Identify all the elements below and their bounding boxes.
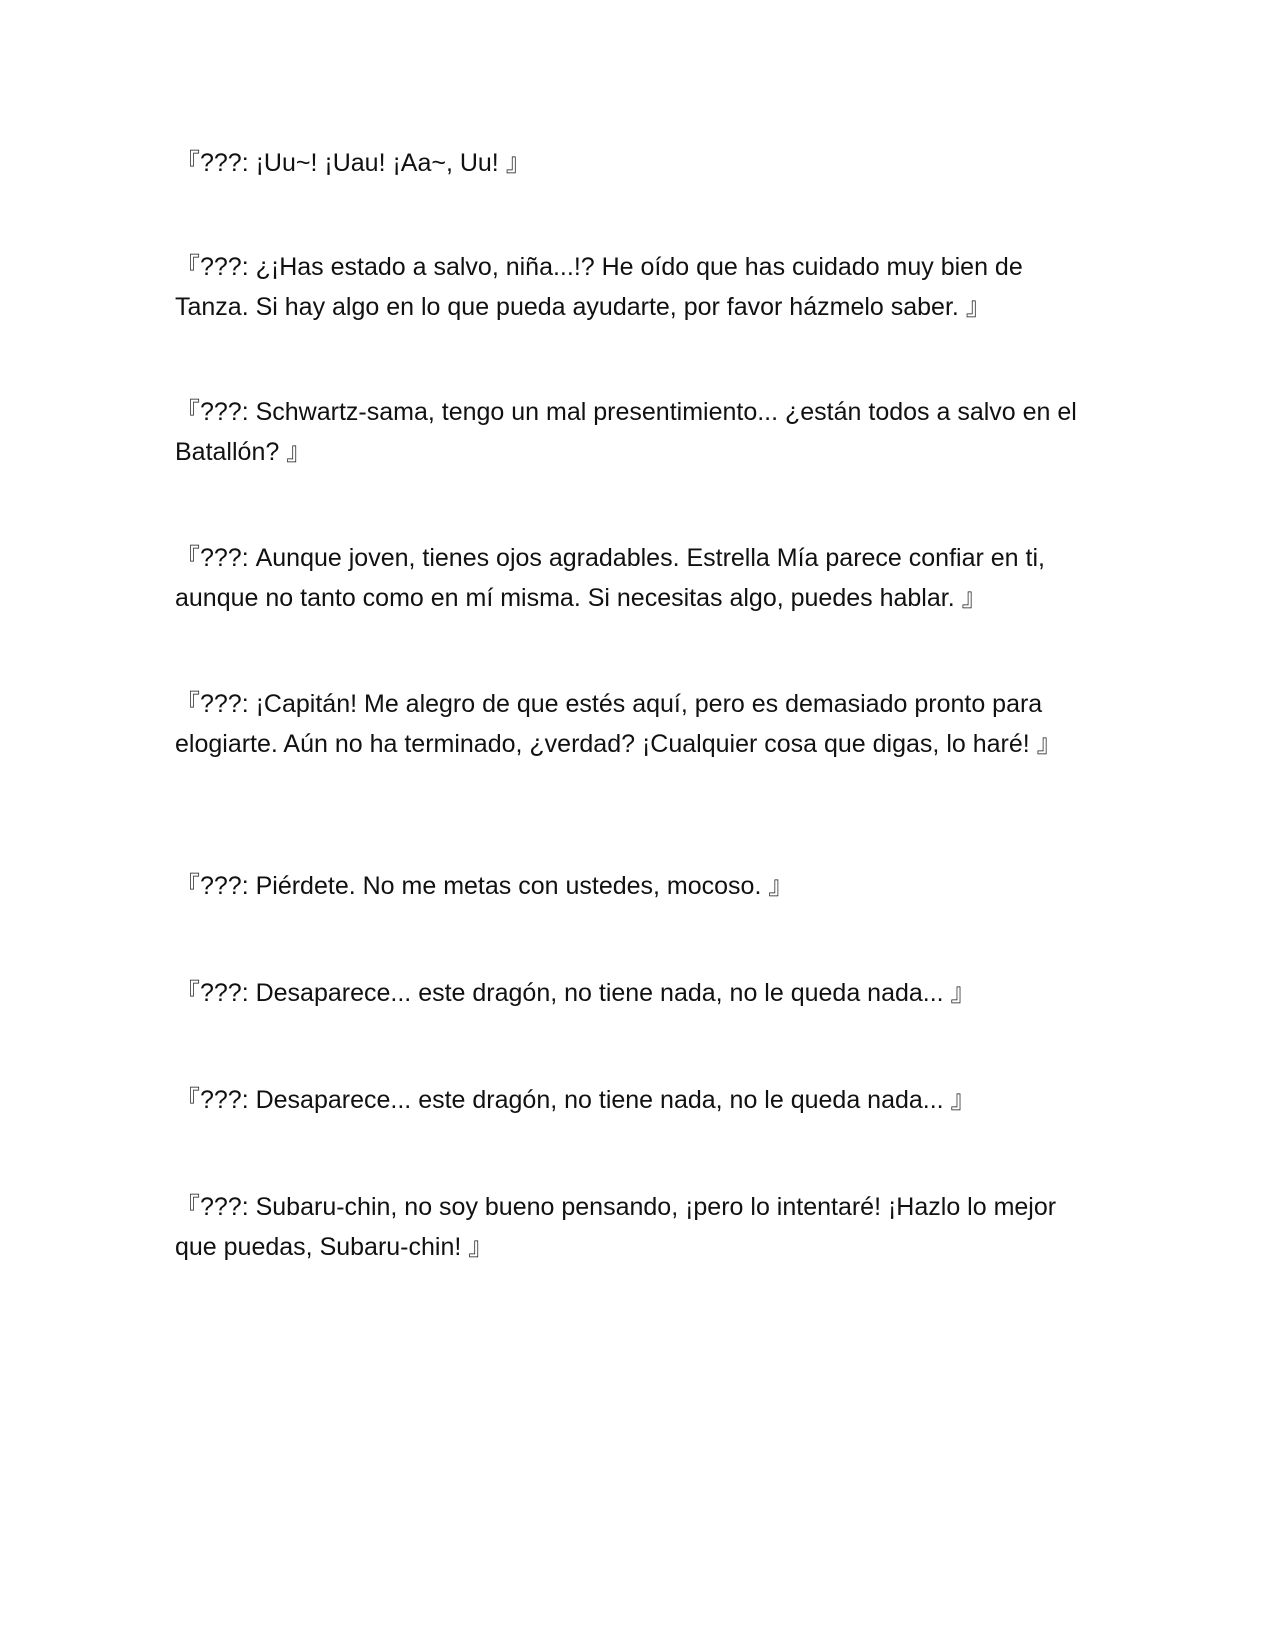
- dialogue-line-8: 『???: Desaparece... este dragón, no tiene nada, no le queda nada... 』: [175, 1086, 976, 1114]
- dialogue-line-2: 『???: ¿¡Has estado a salvo, niña...!? He oído que has cuidado muy bien de Tanza. Si hay algo en lo que pueda ayudarte, por favor házmelo saber. 』: [175, 253, 1030, 321]
- dialogue-line-7: 『???: Desaparece... este dragón, no tiene nada, no le queda nada... 』: [175, 979, 976, 1007]
- dialogue-line-1: 『???: ¡Uu~! ¡Uau! ¡Aa~, Uu! 』: [175, 149, 531, 177]
- dialogue-line-9: 『???: Subaru-chin, no soy bueno pensando, ¡pero lo intentaré! ¡Hazlo lo mejor que puedas, Subaru-chin! 』: [175, 1193, 1064, 1261]
- dialogue-line-4: 『???: Aunque joven, tienes ojos agradables. Estrella Mía parece confiar en ti, aunque no tanto como en mí misma. Si necesitas algo, puedes hablar. 』: [175, 544, 1052, 612]
- dialogue-line-6: 『???: Piérdete. No me metas con ustedes, mocoso. 』: [175, 872, 794, 900]
- dialogue-line-3: 『???: Schwartz-sama, tengo un mal presentimiento... ¿están todos a salvo en el Batallón? 』: [175, 398, 1084, 466]
- dialogue-line-5: 『???: ¡Capitán! Me alegro de que estés aquí, pero es demasiado pronto para elogiarte. Aún no ha terminado, ¿verdad? ¡Cualquier cosa que digas, lo haré! 』: [175, 690, 1062, 758]
